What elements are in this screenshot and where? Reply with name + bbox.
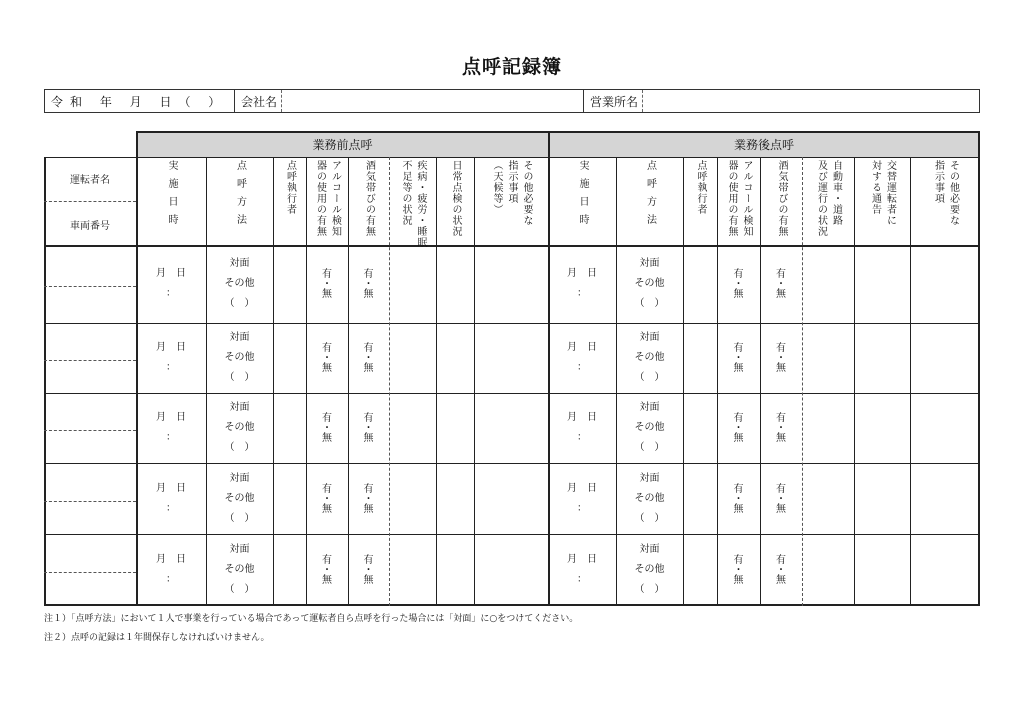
after-header-executor [683,160,717,242]
after-yesno-no[interactable]: 無 [733,289,744,300]
after-header-other-text: その他必要な [947,160,959,226]
before-yesno-no[interactable]: 無 [322,363,332,374]
before-date-cell[interactable]: 月 日 [156,482,186,494]
after-header-handover-text: 交替運転者に [884,160,896,226]
after-yesno-yes[interactable]: 有 [733,555,744,566]
before-yesno-no[interactable]: 無 [322,575,332,586]
after-yesno-yes[interactable]: 有 [776,555,786,566]
after-header-other [910,160,980,242]
before-yesno-dot[interactable]: ・ [363,353,374,364]
after-header-handover-text: 対する通告 [869,160,881,215]
row-line [44,534,980,535]
before-header-other [474,160,548,242]
after-yesno-no[interactable]: 無 [733,503,744,515]
after-yesno-dot[interactable]: ・ [733,493,744,505]
after-method-face[interactable]: 対面 [639,402,660,413]
before-method-face[interactable]: 対面 [229,544,250,555]
before-time-cell[interactable]: ： [166,362,176,373]
before-yesno-no[interactable]: 無 [363,289,374,300]
after-header-road-text: 自動車・道路 [830,160,842,226]
before-header-date [136,160,206,242]
before-header-health [389,160,436,248]
after-yesno-dot[interactable]: ・ [733,565,744,576]
after-header-road [802,160,854,242]
before-header-executor-text: 点呼執行者 [284,160,296,215]
before-header-method [206,160,273,242]
after-yesno-yes[interactable]: 有 [733,269,744,280]
driver-name-header: 運転者名 [70,175,110,186]
after-method-face[interactable]: 対面 [639,258,660,269]
row-line [44,323,980,324]
note-1: 注１）「点呼方法」において１人で事業を行っている場合であって運転者自ら点呼を行った場合には「対面」に○をつけてください。 [44,614,579,624]
office-label: 営業所名 [584,90,643,112]
after-method-other[interactable]: その他 [634,564,665,575]
before-yesno-dot[interactable]: ・ [322,353,332,364]
driver-vehicle-divider [44,572,136,573]
before-header-daily-text: 日常点検の状況 [450,160,461,237]
after-time-cell[interactable]: ： [577,502,587,514]
after-header-handover [854,160,910,242]
before-yesno-dot[interactable]: ・ [322,565,332,576]
after-header-alcohol-text: 器の使用の有無 [726,160,737,237]
after-method-paren[interactable]: （ ） [634,512,665,524]
before-method-face[interactable]: 対面 [229,332,250,343]
after-yesno-no[interactable]: 無 [776,433,786,444]
before-header-method-text: 点呼方法 [234,160,246,232]
before-yesno-dot[interactable]: ・ [363,565,374,576]
before-header-alcohol-text: 器の使用の有無 [314,160,326,237]
after-header-method-text: 点呼方法 [644,160,656,232]
after-yesno-dot[interactable]: ・ [733,423,744,434]
before-yesno-dot[interactable]: ・ [363,493,374,505]
section-before-header: 業務前点呼 [137,132,548,157]
before-header-daily [436,160,474,242]
before-header-alcohol [306,160,348,242]
before-yesno-no[interactable]: 無 [322,289,332,300]
before-header-alcohol-text: アルコール検知 [329,160,341,237]
before-header-executor [273,160,306,242]
before-yesno-yes[interactable]: 有 [363,413,374,424]
after-yesno-yes[interactable]: 有 [776,269,786,280]
after-header-date-text: 実施日時 [577,160,588,232]
before-header-date-text: 実施日時 [166,160,177,232]
before-yesno-yes[interactable]: 有 [363,343,374,354]
before-yesno-yes[interactable]: 有 [322,269,332,280]
before-method-paren[interactable]: （ ） [224,298,255,309]
after-yesno-yes[interactable]: 有 [733,343,744,354]
header-row [44,89,980,113]
before-yesno-yes[interactable]: 有 [322,483,332,495]
after-time-cell[interactable]: ： [577,432,587,443]
before-header-health-text: 疾病・疲労・睡眠 [415,160,426,248]
before-header-smell [348,160,389,242]
column-header-bottom [44,245,980,247]
record-table [44,131,980,606]
before-date-cell[interactable]: 月 日 [156,342,186,353]
after-method-other[interactable]: その他 [634,278,665,289]
driver-vehicle-divider [44,501,136,502]
after-yesno-yes[interactable]: 有 [733,483,744,495]
before-method-other[interactable]: その他 [224,352,255,363]
after-header-alcohol-text: アルコール検知 [741,160,752,237]
after-date-cell[interactable]: 月 日 [567,268,597,279]
after-date-cell[interactable]: 月 日 [567,342,597,353]
before-yesno-yes[interactable]: 有 [322,343,332,354]
before-yesno-no[interactable]: 無 [322,433,332,444]
before-date-cell[interactable]: 月 日 [156,412,186,423]
after-header-smell [760,160,802,242]
before-header-other-text: （天候等） [491,160,502,215]
date-field[interactable]: 令和 年 月 日（ ） [45,90,235,112]
before-method-face[interactable]: 対面 [229,402,250,413]
after-yesno-no[interactable]: 無 [776,289,786,300]
table-bottom-border [44,604,980,606]
after-time-cell[interactable]: ： [577,288,587,299]
after-date-cell[interactable]: 月 日 [567,554,597,565]
before-method-other[interactable]: その他 [224,422,255,433]
before-method-face[interactable]: 対面 [229,472,250,484]
note-2: 注２）点呼の記録は１年間保存しなければいけません。 [44,633,270,643]
after-yesno-dot[interactable]: ・ [733,353,744,364]
before-header-other-text: 指示事項 [506,160,517,204]
after-yesno-dot[interactable]: ・ [776,493,786,505]
after-date-cell[interactable]: 月 日 [567,412,597,423]
after-yesno-dot[interactable]: ・ [776,565,786,576]
after-header-date [548,160,616,242]
after-method-face[interactable]: 対面 [639,544,660,555]
before-method-paren[interactable]: （ ） [224,442,255,453]
before-method-face[interactable]: 対面 [229,258,250,269]
after-method-other[interactable]: その他 [634,492,665,504]
before-yesno-no[interactable]: 無 [363,363,374,374]
after-yesno-no[interactable]: 無 [733,363,744,374]
before-yesno-yes[interactable]: 有 [322,413,332,424]
before-yesno-yes[interactable]: 有 [322,555,332,566]
before-method-other[interactable]: その他 [224,492,255,504]
page-title: 点呼記録簿 [461,56,562,78]
after-yesno-dot[interactable]: ・ [733,279,744,290]
table-top-border [136,131,980,133]
after-yesno-dot[interactable]: ・ [776,353,786,364]
before-yesno-dot[interactable]: ・ [322,279,332,290]
after-yesno-yes[interactable]: 有 [733,413,744,424]
row-line [44,463,980,464]
after-date-cell[interactable]: 月 日 [567,482,597,494]
before-yesno-dot[interactable]: ・ [363,279,374,290]
driver-vehicle-divider [44,286,136,287]
after-time-cell[interactable]: ： [577,362,587,373]
after-header-smell-text: 酒気帯びの有無 [776,160,787,237]
after-header-method [616,160,683,242]
after-yesno-dot[interactable]: ・ [776,279,786,290]
before-yesno-yes[interactable]: 有 [363,483,374,495]
before-time-cell[interactable]: ： [166,574,176,585]
after-yesno-no[interactable]: 無 [733,433,744,444]
before-yesno-no[interactable]: 無 [363,503,374,515]
section-header-bottom [44,157,980,158]
before-header-other-text: その他必要な [521,160,532,226]
vehicle-number-header: 車両番号 [70,221,110,232]
after-method-other[interactable]: その他 [634,422,665,433]
after-yesno-no[interactable]: 無 [776,363,786,374]
after-yesno-yes[interactable]: 有 [776,413,786,424]
before-yesno-no[interactable]: 無 [322,503,332,515]
after-yesno-dot[interactable]: ・ [776,423,786,434]
after-method-other[interactable]: その他 [634,352,665,363]
driver-vehicle-divider [44,430,136,431]
before-yesno-no[interactable]: 無 [363,575,374,586]
section-after-header: 業務後点呼 [549,132,979,157]
driver-vehicle-divider [44,201,136,202]
after-yesno-yes[interactable]: 有 [776,343,786,354]
after-header-alcohol [717,160,760,242]
after-yesno-no[interactable]: 無 [733,575,744,586]
driver-vehicle-divider [44,360,136,361]
before-yesno-dot[interactable]: ・ [322,493,332,505]
before-method-other[interactable]: その他 [224,564,255,575]
company-label: 会社名 [235,90,282,112]
after-header-road-text: 及び運行の状況 [815,160,827,237]
before-method-paren[interactable]: （ ） [224,584,255,595]
before-date-cell[interactable]: 月 日 [156,268,186,279]
row-line [44,393,980,394]
after-header-executor-text: 点呼執行者 [695,160,706,215]
before-time-cell[interactable]: ： [166,288,176,299]
before-yesno-yes[interactable]: 有 [363,555,374,566]
after-method-paren[interactable]: （ ） [634,372,665,383]
after-method-face[interactable]: 対面 [639,332,660,343]
before-time-cell[interactable]: ： [166,502,176,514]
before-time-cell[interactable]: ： [166,432,176,443]
before-method-paren[interactable]: （ ） [224,372,255,383]
before-date-cell[interactable]: 月 日 [156,554,186,565]
after-header-other-text: 指示事項 [932,160,944,204]
company-field[interactable] [282,90,584,112]
after-time-cell[interactable]: ： [577,574,587,585]
after-yesno-yes[interactable]: 有 [776,483,786,495]
before-yesno-no[interactable]: 無 [363,433,374,444]
after-yesno-no[interactable]: 無 [776,575,786,586]
after-method-face[interactable]: 対面 [639,472,660,484]
after-yesno-no[interactable]: 無 [776,503,786,515]
office-field[interactable] [643,90,979,112]
after-method-paren[interactable]: （ ） [634,298,665,309]
after-method-paren[interactable]: （ ） [634,442,665,453]
after-method-paren[interactable]: （ ） [634,584,665,595]
before-header-smell-text: 酒気帯びの有無 [363,160,375,237]
before-method-other[interactable]: その他 [224,278,255,289]
before-yesno-dot[interactable]: ・ [322,423,332,434]
before-method-paren[interactable]: （ ） [224,512,255,524]
before-header-health-text: 不足等の状況 [400,160,411,226]
before-yesno-yes[interactable]: 有 [363,269,374,280]
before-yesno-dot[interactable]: ・ [363,423,374,434]
